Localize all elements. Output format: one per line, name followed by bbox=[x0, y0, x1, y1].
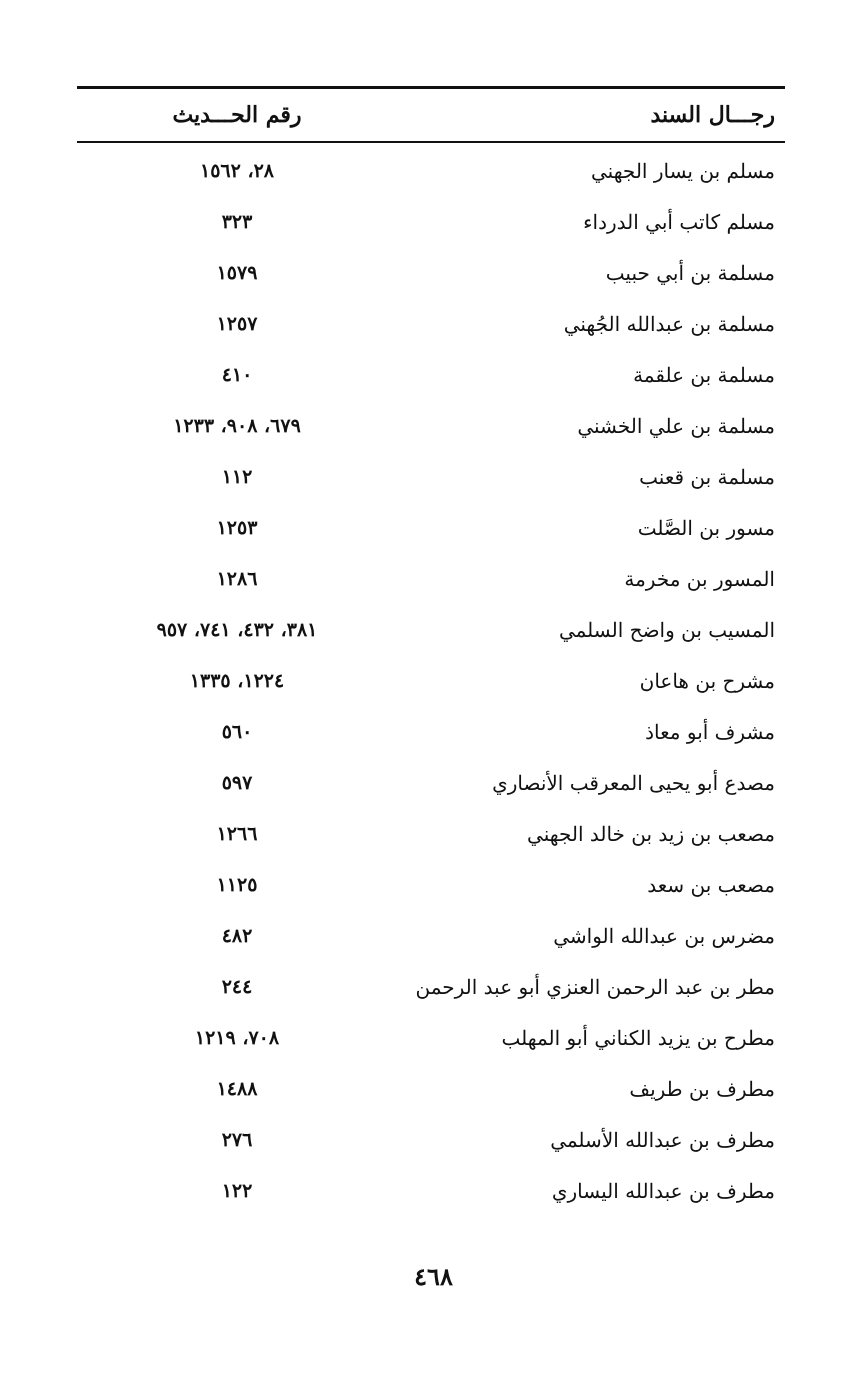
narrator-name: مسلمة بن عبدالله الجُهني bbox=[563, 312, 775, 336]
narrator-name: مطرف بن عبدالله الأسلمي bbox=[550, 1128, 775, 1152]
hadith-numbers: ١٢٥٣ bbox=[216, 517, 258, 539]
narrator-name: المسور بن مخرمة bbox=[624, 567, 775, 591]
table-row bbox=[77, 503, 785, 554]
table-row bbox=[77, 452, 785, 503]
hadith-numbers: ٥٩٧ bbox=[221, 772, 253, 794]
header-hadith-numbers: رقم الحـــديث bbox=[172, 102, 302, 128]
table-row bbox=[77, 350, 785, 401]
narrator-name: مصعب بن زيد بن خالد الجهني bbox=[527, 822, 775, 846]
narrator-name: مطرف بن عبدالله اليساري bbox=[551, 1179, 775, 1203]
narrator-name: مشرف أبو معاذ bbox=[645, 720, 775, 744]
hadith-numbers: ١١٢ bbox=[221, 466, 253, 488]
hadith-numbers: ١٢٦٦ bbox=[216, 823, 258, 845]
table-row bbox=[77, 554, 785, 605]
hadith-numbers: ١٢٨٦ bbox=[216, 568, 258, 590]
narrator-name: المسيب بن واضح السلمي bbox=[558, 618, 775, 642]
hadith-numbers: ٣٨١، ٤٣٢، ٧٤١، ٩٥٧ bbox=[156, 619, 318, 641]
narrator-name: مسلمة بن علقمة bbox=[633, 363, 775, 387]
table-row bbox=[77, 605, 785, 656]
hadith-numbers: ٢٤٤ bbox=[221, 976, 253, 998]
header-narrators: رجـــال السند bbox=[650, 102, 775, 128]
table-row bbox=[77, 707, 785, 758]
hadith-numbers: ٧٠٨، ١٢١٩ bbox=[194, 1027, 280, 1049]
narrator-name: مسلمة بن قعنب bbox=[639, 465, 775, 489]
narrator-name: مسلم بن يسار الجهني bbox=[591, 159, 775, 183]
table-row bbox=[77, 299, 785, 350]
table-row bbox=[77, 656, 785, 707]
table-row bbox=[77, 809, 785, 860]
hadith-numbers: ٢٧٦ bbox=[221, 1129, 253, 1151]
table-row bbox=[77, 860, 785, 911]
page-number: ٤٦٨ bbox=[414, 1262, 453, 1291]
table-row bbox=[77, 962, 785, 1013]
narrator-name: مطر بن عبد الرحمن العنزي أبو عبد الرحمن bbox=[415, 975, 775, 999]
hadith-numbers: ٣٢٣ bbox=[221, 211, 253, 233]
narrator-name: مطرح بن يزيد الكناني أبو المهلب bbox=[501, 1026, 775, 1050]
hadith-numbers: ١١٢٥ bbox=[216, 874, 258, 896]
table-row bbox=[77, 1013, 785, 1064]
header-rule bbox=[77, 141, 785, 143]
narrator-name: مضرس بن عبدالله الواشي bbox=[553, 924, 775, 948]
narrator-name: مسلمة بن أبي حبيب bbox=[605, 261, 775, 285]
hadith-numbers: ٤١٠ bbox=[221, 364, 253, 386]
narrator-name: مصدع أبو يحيى المعرقب الأنصاري bbox=[492, 771, 775, 795]
table-row bbox=[77, 1166, 785, 1217]
table-row bbox=[77, 1115, 785, 1166]
index-table bbox=[77, 146, 785, 1217]
table-row bbox=[77, 758, 785, 809]
table-row bbox=[77, 197, 785, 248]
hadith-numbers: ١٢٢ bbox=[221, 1180, 253, 1202]
hadith-numbers: ٦٧٩، ٩٠٨، ١٢٣٣ bbox=[173, 415, 301, 437]
table-row bbox=[77, 911, 785, 962]
narrator-name: مطرف بن طريف bbox=[629, 1077, 775, 1101]
table-row bbox=[77, 401, 785, 452]
table-row bbox=[77, 146, 785, 197]
hadith-numbers: ١٤٨٨ bbox=[216, 1078, 258, 1100]
hadith-numbers: ٢٨، ١٥٦٢ bbox=[200, 160, 274, 182]
hadith-numbers: ١٢٥٧ bbox=[216, 313, 258, 335]
table-row bbox=[77, 248, 785, 299]
narrator-name: مسلم كاتب أبي الدرداء bbox=[583, 210, 775, 234]
narrator-name: مسور بن الصَّلت bbox=[637, 516, 775, 540]
narrator-name: مشرح بن هاعان bbox=[639, 669, 775, 693]
narrator-name: مصعب بن سعد bbox=[647, 873, 775, 897]
hadith-numbers: ١٢٢٤، ١٣٣٥ bbox=[189, 670, 285, 692]
top-rule bbox=[77, 86, 785, 89]
hadith-numbers: ٥٦٠ bbox=[221, 721, 253, 743]
table-header bbox=[77, 92, 785, 138]
hadith-numbers: ١٥٧٩ bbox=[216, 262, 258, 284]
narrator-name: مسلمة بن علي الخشني bbox=[577, 414, 775, 438]
hadith-numbers: ٤٨٢ bbox=[221, 925, 253, 947]
table-row bbox=[77, 1064, 785, 1115]
